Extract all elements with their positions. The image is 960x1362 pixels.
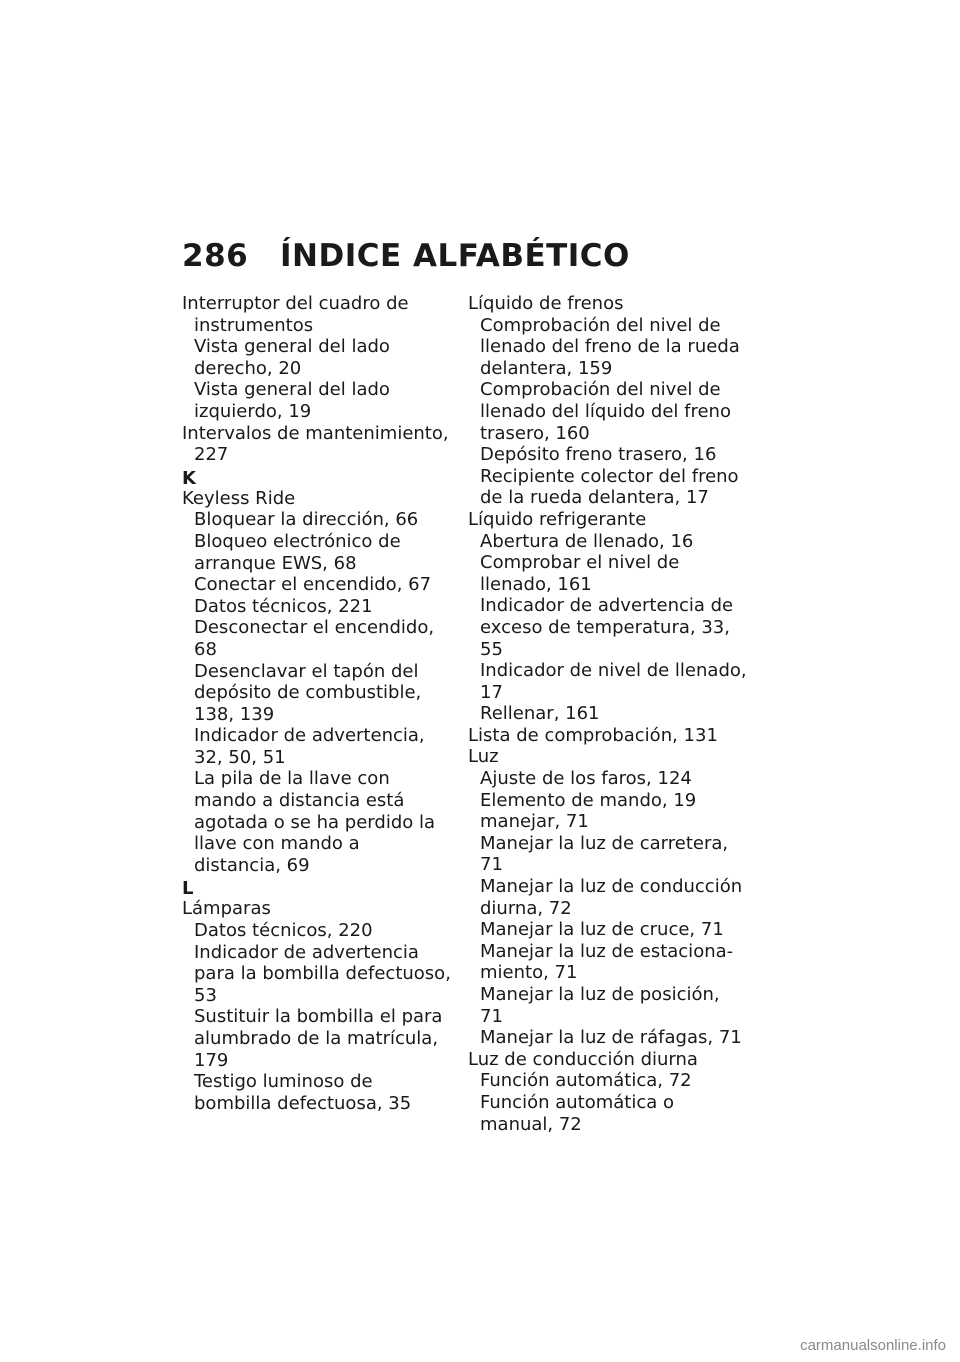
index-entry: Interruptor del cuadro de instrumentos	[182, 293, 409, 336]
index-subentry: Abertura de llenado, 16	[480, 530, 694, 552]
section-letter: L	[182, 878, 194, 900]
index-subentry: Manejar la luz de posición, 71	[480, 984, 720, 1027]
page-header	[182, 238, 630, 274]
index-subentry: Bloqueo electrónico de arranque EWS, 68	[194, 530, 401, 574]
index-subentry: Depósito freno trasero, 16	[480, 444, 717, 466]
index-subentry: Manejar la luz de conducción diurna, 72	[480, 876, 743, 919]
index-subentry: manejar, 71	[480, 811, 589, 833]
index-subentry: Indicador de nivel de llenado, 17	[480, 660, 747, 703]
index-subentry: Función automática, 72	[480, 1070, 692, 1092]
index-subentry: Datos técnicos, 220	[194, 920, 373, 942]
index-subentry: Ajuste de los faros, 124	[480, 768, 692, 790]
index-subentry: Conectar el encendido, 67	[194, 574, 432, 596]
index-subentry: Manejar la luz de ráfagas, 71	[480, 1027, 742, 1049]
index-subentry: Rellenar, 161	[480, 703, 600, 725]
index-entry: Luz de conducción diurna	[468, 1048, 698, 1070]
index-subentry: Sustituir la bombilla el para alumbrado de la matrícula, 179	[194, 1006, 443, 1071]
index-entry: Líquido de frenos	[468, 293, 624, 314]
index-subentry: Vista general del lado izquierdo, 19	[194, 379, 390, 422]
index-subentry: La pila de la llave con mando a distancia está agotada o se ha perdido la llave con mando a distancia, 69	[194, 768, 436, 876]
watermark: carmanualsonline.info	[800, 1337, 946, 1354]
index-entry: Líquido refrigerante	[468, 508, 647, 530]
index-subentry: Bloquear la dirección, 66	[194, 509, 419, 531]
page-title: ÍNDICE ALFABÉTICO	[280, 238, 630, 274]
index-column-left	[182, 293, 452, 1114]
index-subentry: Manejar la luz de carretera, 71	[480, 832, 729, 876]
index-subentry: Vista general del lado derecho, 20	[194, 336, 390, 379]
index-subentry: Indicador de advertencia para la bombilla defectuoso, 53	[194, 941, 451, 1006]
index-entry: Lámparas	[182, 898, 271, 920]
index-entry: Keyless Ride	[182, 487, 296, 509]
index-subentry: Testigo luminoso de bombilla defectuosa, 35	[194, 1071, 412, 1114]
index-subentry: Datos técnicos, 221	[194, 595, 373, 617]
index-subentry: Comprobación del nivel de llenado del líquido del freno trasero, 160	[480, 379, 731, 444]
index-subentry: Comprobación del nivel de llenado del freno de la rueda delantera, 159	[480, 314, 740, 379]
index-subentry: Función automática o manual, 72	[480, 1091, 675, 1135]
index-subentry: Comprobar el nivel de llenado, 161	[480, 552, 680, 595]
index-subentry: Desenclavar el tapón del depósito de combustible, 138, 139	[194, 660, 422, 725]
index-subentry: Elemento de mando, 19	[480, 789, 697, 811]
index-subentry: Indicador de advertencia de exceso de temperatura, 33, 55	[480, 595, 734, 660]
index-subentry: Manejar la luz de cruce, 71	[480, 919, 724, 941]
index-entry: Lista de comprobación, 131	[468, 724, 718, 746]
section-letter: K	[182, 467, 196, 489]
index-subentry: Desconectar el encendido, 68	[194, 617, 435, 660]
index-column-right	[468, 293, 748, 1135]
index-entry: Intervalos de mantenimiento, 227	[182, 422, 449, 466]
index-subentry: Indicador de advertencia, 32, 50, 51	[194, 725, 425, 768]
index-entry: Luz	[468, 746, 499, 768]
index-subentry: Recipiente colector del freno de la rueda delantera, 17	[480, 465, 739, 509]
index-subentry: Manejar la luz de estacionamiento, 71	[480, 940, 734, 984]
page-number: 286	[182, 238, 249, 274]
